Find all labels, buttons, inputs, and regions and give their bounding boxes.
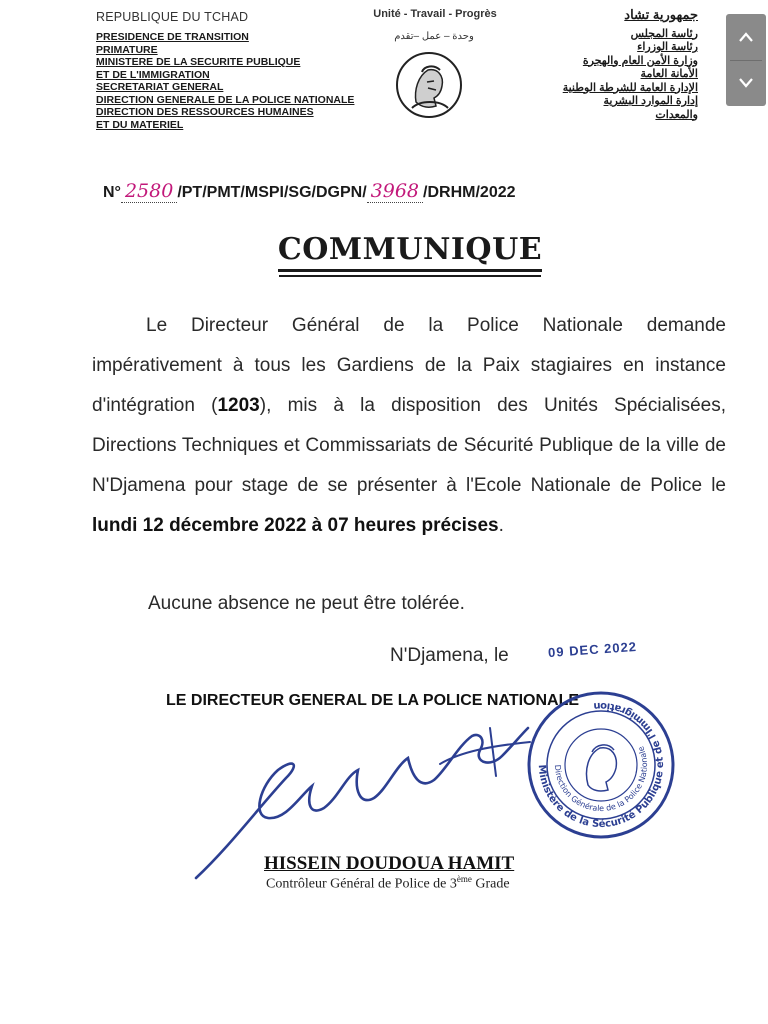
communique-body bbox=[92, 306, 726, 546]
header-line: ET DU MATERIEL bbox=[96, 118, 184, 131]
country-name: REPUBLIQUE DU TCHAD bbox=[96, 10, 249, 24]
national-motto: Unité - Travail - Progrès bbox=[373, 8, 497, 20]
header-line: MINISTERE DE LA SECURITE PUBLIQUE bbox=[96, 56, 301, 68]
header-line: PRIMATURE bbox=[96, 43, 158, 56]
header-line: SECRETARIAT GENERAL bbox=[96, 81, 224, 93]
reference-prefix: N° bbox=[103, 184, 121, 201]
header-line-arabic: إدارة الموارد البشرية bbox=[603, 95, 698, 107]
header-line-arabic: والمعدات bbox=[655, 108, 698, 121]
document-title-wrap bbox=[0, 232, 768, 267]
header-line: ET DE L'IMMIGRATION bbox=[96, 68, 210, 81]
header-line-arabic: رئاسة الوزراء bbox=[637, 41, 698, 53]
reference-number bbox=[103, 180, 516, 203]
seal-inner-text: Direction Générale de la Police Nationale bbox=[552, 744, 650, 814]
country-name-arabic: جمهورية تشاد bbox=[624, 7, 698, 22]
scroll-down-button[interactable] bbox=[726, 60, 766, 106]
chevron-up-icon bbox=[739, 32, 753, 42]
national-emblem-icon bbox=[394, 50, 464, 120]
place-date-label: N'Djamena, le bbox=[390, 645, 509, 666]
header-line-arabic: رئاسة المجلس bbox=[630, 27, 698, 40]
body-count: 1203 bbox=[217, 395, 260, 416]
document-title: COMMUNIQUE bbox=[278, 232, 542, 272]
body-part-1: Le Directeur Général de la Police Nationale demande impérativement à tous les Gardiens de la Paix stagiaires en instance d'intégration ( bbox=[92, 315, 726, 416]
header-line-arabic: وزارة الأمن العام والهجرة bbox=[582, 54, 698, 67]
chevron-down-icon bbox=[739, 78, 753, 88]
seal-outer-text: Ministère de la Sécurité Publique et de l'Immigration bbox=[535, 699, 667, 831]
header-line-arabic: الإدارة العامة للشرطة الوطنية bbox=[562, 81, 698, 94]
body-part-3: . bbox=[498, 515, 504, 536]
header-line-arabic: الأمانة العامة bbox=[640, 68, 698, 80]
signer-grade-suffix: Grade bbox=[471, 876, 510, 892]
signer-title: LE DIRECTEUR GENERAL DE LA POLICE NATIONALE bbox=[166, 692, 580, 709]
reference-handwritten-number-2: 3968 bbox=[370, 180, 420, 202]
signer-grade-text: Contrôleur Général de Police de 3 bbox=[266, 876, 457, 892]
date-stamp: 09 DEC 2022 bbox=[547, 638, 638, 661]
reference-handwritten-number: 2580 bbox=[124, 180, 174, 202]
signer-name: HISSEIN DOUDOUA HAMIT bbox=[264, 853, 515, 874]
header-line: PRESIDENCE DE TRANSITION bbox=[96, 31, 249, 43]
signer-grade bbox=[266, 874, 510, 893]
page-scroll-controls bbox=[726, 14, 766, 106]
header-line: DIRECTION GENERALE DE LA POLICE NATIONALE bbox=[96, 93, 355, 106]
national-motto-arabic: وحدة – عمل –تقدم bbox=[394, 31, 474, 42]
reference-suffix: /DRHM/2022 bbox=[423, 184, 516, 201]
reference-middle: /PT/PMT/MSPI/SG/DGPN/ bbox=[177, 184, 367, 201]
body-date: lundi 12 décembre 2022 à 07 heures précises bbox=[92, 515, 499, 536]
header-line: DIRECTION DES RESSOURCES HUMAINES bbox=[96, 106, 314, 118]
closing-statement: Aucune absence ne peut être tolérée. bbox=[148, 593, 465, 614]
scroll-up-button[interactable] bbox=[726, 14, 766, 60]
body-part-2: ), mis à la disposition des Unités Spécialisées, Directions Techniques et Commissariats de Sécurité Publique de la ville de N'Djamena pour stage de se présenter à l'Ecole Nationale de Police le bbox=[92, 395, 726, 496]
signer-grade-sup: ème bbox=[456, 874, 472, 884]
header-left bbox=[96, 10, 354, 131]
header-right-arabic bbox=[563, 8, 698, 122]
